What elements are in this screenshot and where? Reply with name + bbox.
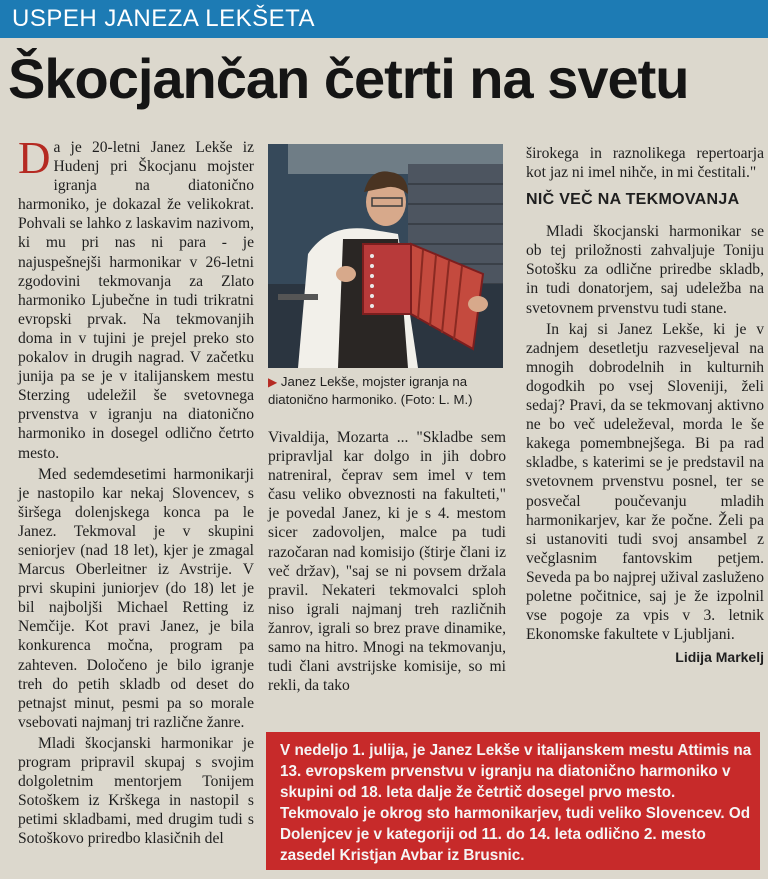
caption-text: Janez Lekše, mojster igranja na diatonično harmoniko. (Foto: L. M.): [268, 374, 473, 407]
photo-caption: [268, 373, 506, 409]
news-box-text: V nedeljo 1. julija, je Janez Lekše v italijanskem mestu Attimis na 13. evropskem prvenstvu v igranju na diatonično harmoniko v skupini od 18. leta dalje že četrtič dosegel prvo mesto. Tekmovalo je okrog sto harmonikarjev, tudi veliko Slovencev. Od Dolenjcev je v kategoriji od 11. do 14. leta odlično 2. mesto zasedel Kristjan Avbar iz Brusnic.: [280, 742, 752, 864]
photo-illustration: [268, 144, 503, 368]
article-column-2: [268, 428, 506, 695]
paragraph-text: a je 20-letni Janez Lekše iz Hudenj pri Škocjanu mojster igranja na diatonično harmoniko, je dokazal že velikokrat. Pohvali se lahko z laskavim nazivom, ki mu pri nas ni para - je najuspešnejši harmonikar v 26-letni zgodovini tekmovanja za Zlato harmoniko Ljubečne in tudi trikratni evropski prvak. Na tekmovanjih doma in v tujini je prejel preko sto pokalov in drugih nagrad. V začetku junija pa se je v italijanskem mestu Sterzing udeležil še svetovnega prvenstva v igranju na diatonično harmoniko in dosegel odlično četrto mesto.: [18, 139, 254, 462]
paragraph: širokega in raznolikega repertoarja kot jaz ni imel nihče, in mi čestitali.": [526, 145, 764, 182]
paragraph: Vivaldija, Mozarta ... "Skladbe sem pripravljal kar dolgo in jih dobro natreniral, čeprav sem imel v tem času veliko obveznosti na fakulteti," je povedal Janez, ki je s 4. mestom sicer zadovoljen, malce pa tudi razočaran nad komisijo (štirje člani iz več držav), "saj se ni povsem držala pravil. Nekateri tekmovalci sploh niso igrali najmanj treh različnih žanrov, igrali so brez prave dinamike, samo na hitro. Mnogi na tekmovanju, tudi člani avstrijske komisije, so mi rekli, da tako: [268, 429, 506, 695]
news-box: [266, 732, 760, 870]
subheading: NIČ VEČ NA TEKMOVANJA: [526, 191, 740, 209]
section-banner: [0, 0, 768, 38]
paragraph: In kaj si Janez Lekše, ki je v zadnjem desetletju razveseljeval na mnogih dobrodelnih in kulturnih dogodkih po vsej Sloveniji, želi sedaj? Pravi, da se tekmovanj aktivno ne bo več udeleževal, morda le še kakega pomembnejšega. Bi pa rad skladbe, s katerimi se je predstavil na svetovnem prvenstvu posnel, ter se posvečal poučevanju mladih harmonikarjev, kar že počne. Želi pa si ustanoviti tudi svoj ansambel z večglasnim fantovskim petjem. Seveda pa bo najprej užival zasluženo poletne počitnice, saj je že izpolnil vse pogoje za vpis v 3. letnik Ekonomske fakultete v Ljubljani.: [526, 320, 764, 644]
accordion-player-photo: [268, 144, 503, 368]
paragraph: [18, 133, 254, 463]
article-column-3: [526, 144, 764, 667]
paragraph: Mladi škocjanski harmonikar se ob tej priložnosti zahvaljuje Toniju Sotošku za odlične priredbe skladb, in tudi donatorjem, saj udeležba na svetovnem prvenstvu tudi stane.: [526, 223, 764, 317]
section-kicker: USPEH JANEZA LEKŠETA: [12, 5, 315, 32]
triangle-right-icon: ▶: [268, 375, 278, 389]
article-column-1: [18, 133, 254, 848]
headline: Škocjančan četrti na svetu: [8, 47, 689, 110]
byline: Lidija Markelj: [675, 649, 764, 666]
paragraph: Mladi škocjanski harmonikar je program pripravil skupaj s svojim dolgoletnim mentorjem Tonijem Sotoškem iz Krškega in nastopil s petimi skladbami, med drugim tudi s Sotoškovo priredbo klasičnih del: [18, 734, 254, 848]
drop-cap: D: [18, 133, 51, 183]
paragraph: Med sedemdesetimi harmonikarji je nastopilo kar nekaj Slovencev, s širšega dolenjskega konca pa le Janez. Tekmoval je v skupini seniorjev (nad 18 let), kjer je zmagal Marcus Oberleitner iz Avstrije. V prvi skupini juniorjev (do 18) let je bil najboljši Michael Retting iz Nemčije. Kot pravi Janez, je bila konkurenca močna, program pa zahteven. Določeno je bilo igranje treh do petih skladb od deset do petnajst minut, pesmi pa so morale vsebovati najmanj tri različne žanre.: [18, 465, 254, 731]
